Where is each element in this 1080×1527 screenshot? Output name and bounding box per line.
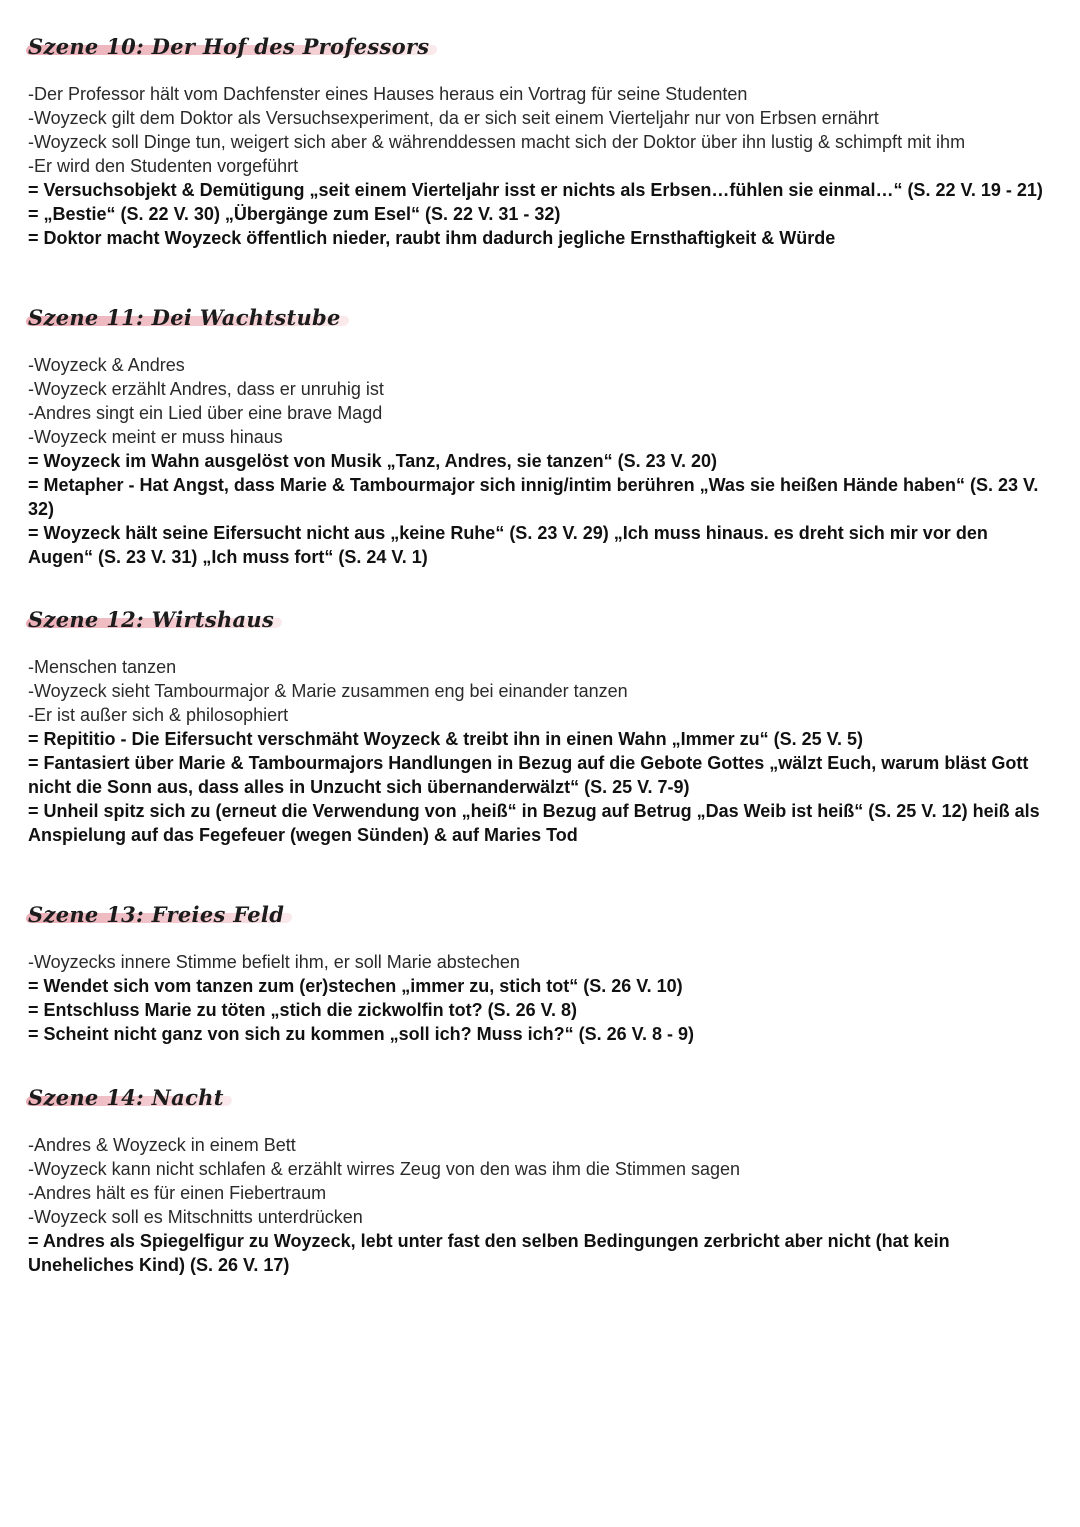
scene-14-line-5: = Andres als Spiegelfigur zu Woyzeck, lebt unter fast den selben Bedingungen zerbricht aber nicht (hat kein Uneheliches Kind) (S. 26 V. 17) — [28, 1231, 950, 1275]
scene-12-line-2: -Woyzeck sieht Tambourmajor & Marie zusammen eng bei einander tanzen — [28, 681, 628, 701]
scene-12-line-1: -Menschen tanzen — [28, 657, 177, 677]
scene-13-line-1: -Woyzecks innere Stimme befielt ihm, er soll Marie abstechen — [28, 952, 520, 972]
scene-13-line-4: = Scheint nicht ganz von sich zu kommen „soll ich? Muss ich?“ (S. 26 V. 8 - 9) — [28, 1024, 694, 1044]
scene-11 — [28, 305, 1052, 569]
scene-13-title: Szene 13: Freies Feld — [28, 902, 288, 928]
scene-10-line-4: -Er wird den Studenten vorgeführt — [28, 156, 299, 176]
scene-10-line-5: = Versuchsobjekt & Demütigung „seit einem Vierteljahr isst er nichts als Erbsen…fühlen sie einmal…“ (S. 22 V. 19 - 21) = „Bestie“ (S. 22 V. 30) „Übergänge zum Esel“ (S. 22 V. 31 - 32) — [28, 180, 1043, 224]
scene-13-lines — [28, 950, 1052, 1046]
scene-12-lines — [28, 655, 1052, 847]
scene-14-title: Szene 14: Nacht — [28, 1085, 228, 1111]
scene-11-line-7: = Woyzeck hält seine Eifersucht nicht aus „keine Ruhe“ (S. 23 V. 29) „Ich muss hinaus. es dreht sich mir vor den Augen“ (S. 23 V. 31) „Ich muss fort“ (S. 24 V. 1) — [28, 523, 988, 567]
scene-12-line-6: = Unheil spitz sich zu (erneut die Verwendung von „heiß“ in Bezug auf Betrug „Das Weib ist heiß“ (S. 25 V. 12) heiß als Anspielung auf das Fegefeuer (wegen Sünden) & auf Maries Tod — [28, 801, 1040, 845]
scene-10-line-6: = Doktor macht Woyzeck öffentlich nieder, raubt ihm dadurch jegliche Ernsthaftigkeit & Würde — [28, 228, 836, 248]
scene-10 — [28, 34, 1052, 250]
scene-11-line-5: = Woyzeck im Wahn ausgelöst von Musik „Tanz, Andres, sie tanzen“ (S. 23 V. 20) — [28, 451, 718, 471]
scene-13-line-2: = Wendet sich vom tanzen zum (er)stechen „immer zu, stich tot“ (S. 26 V. 10) — [28, 976, 683, 996]
scene-11-line-2: -Woyzeck erzählt Andres, dass er unruhig ist — [28, 379, 384, 399]
scene-12-line-3: -Er ist außer sich & philosophiert — [28, 705, 289, 725]
scene-12-title: Szene 12: Wirtshaus — [28, 607, 278, 633]
scene-11-line-6: = Metapher - Hat Angst, dass Marie & Tambourmajor sich innig/intim berühren „Was sie heißen Hände haben“ (S. 23 V. 32) — [28, 475, 1039, 519]
scene-11-lines — [28, 353, 1052, 569]
scene-14-line-3: -Andres hält es für einen Fiebertraum — [28, 1183, 327, 1203]
scene-10-line-3: -Woyzeck soll Dinge tun, weigert sich aber & währenddessen macht sich der Doktor über ihn lustig & schimpft mit ihm — [28, 132, 966, 152]
scene-10-lines — [28, 82, 1052, 250]
scene-10-title: Szene 10: Der Hof des Professors — [28, 34, 433, 60]
scene-14-line-2: -Woyzeck kann nicht schlafen & erzählt wirres Zeug von den was ihm die Stimmen sagen — [28, 1159, 740, 1179]
scene-14 — [28, 1085, 1052, 1277]
scene-10-line-2: -Woyzeck gilt dem Doktor als Versuchsexperiment, da er sich seit einem Vierteljahr nur von Erbsen ernährt — [28, 108, 879, 128]
scene-11-line-1: -Woyzeck & Andres — [28, 355, 185, 375]
scene-12 — [28, 607, 1052, 847]
scene-14-lines — [28, 1133, 1052, 1277]
scene-11-line-4: -Woyzeck meint er muss hinaus — [28, 427, 283, 447]
scene-12-line-4: = Repititio - Die Eifersucht verschmäht Woyzeck & treibt ihn in einen Wahn „Immer zu“ (S. 25 V. 5) — [28, 729, 864, 749]
scene-11-title: Szene 11: Dei Wachtstube — [28, 305, 345, 331]
scene-12-line-5: = Fantasiert über Marie & Tambourmajors Handlungen in Bezug auf die Gebote Gottes „wälzt Euch, warum bläst Gott nicht die Sonn aus, dass alles in Unzucht sich übernanderwälzt“ (S. 25 V. 7-9) — [28, 753, 1029, 797]
scene-11-line-3: -Andres singt ein Lied über eine brave Magd — [28, 403, 383, 423]
scene-10-line-1: -Der Professor hält vom Dachfenster eines Hauses heraus ein Vortrag für seine Studenten — [28, 84, 748, 104]
scene-14-line-4: -Woyzeck soll es Mitschnitts unterdrücken — [28, 1207, 363, 1227]
scene-13-line-3: = Entschluss Marie zu töten „stich die zickwolfin tot? (S. 26 V. 8) — [28, 1000, 577, 1020]
scene-14-line-1: -Andres & Woyzeck in einem Bett — [28, 1135, 296, 1155]
scene-13 — [28, 902, 1052, 1046]
